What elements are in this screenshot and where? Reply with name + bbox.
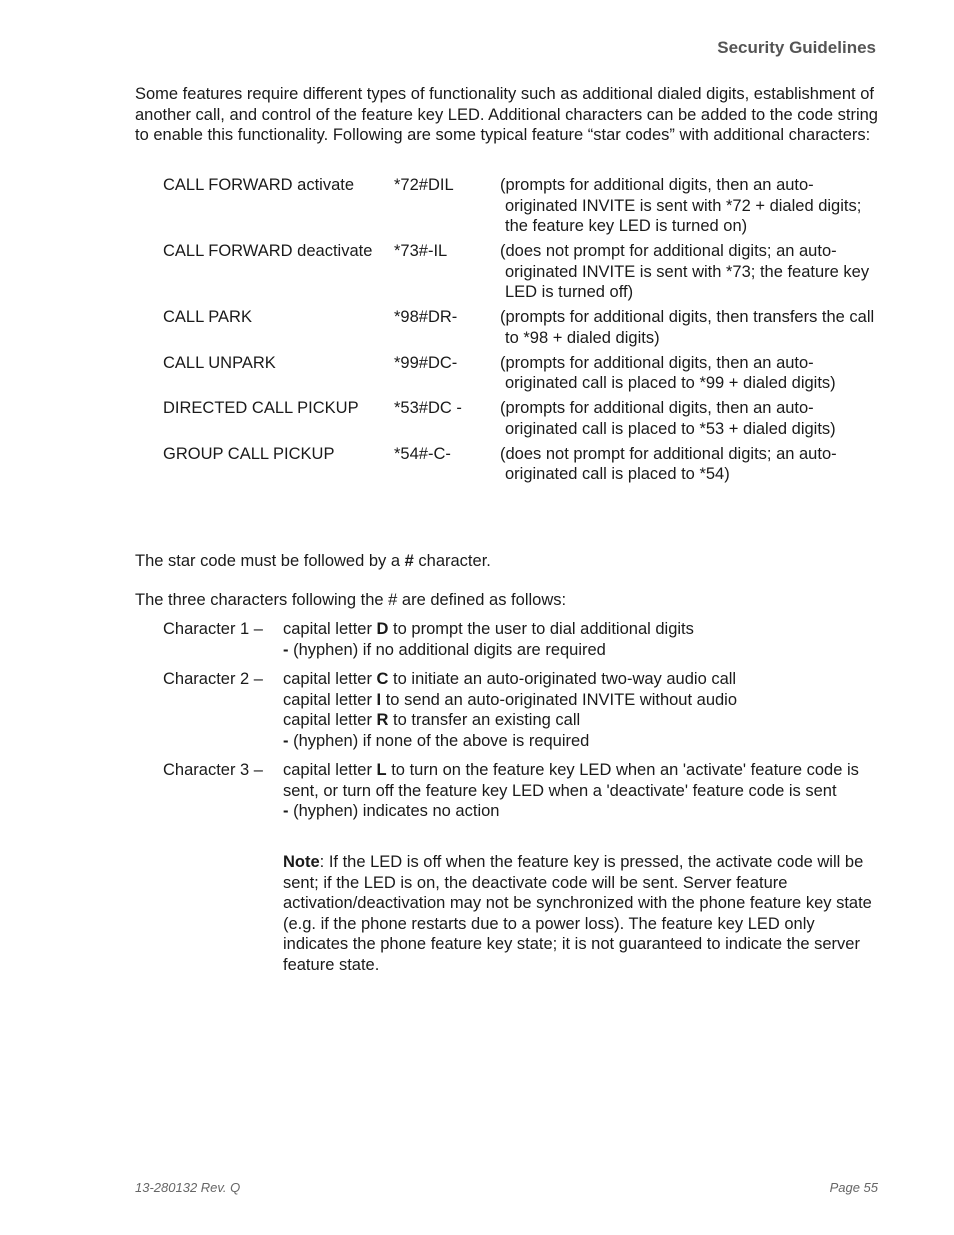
star-note-after: character. — [413, 552, 491, 570]
line-text: capital letter — [283, 620, 377, 638]
feature-description: (prompts for additional digits, then an auto-originated call is placed to *99 + dialed digits) — [500, 353, 836, 392]
line-text: capital letter — [283, 670, 377, 688]
line-letter: R — [376, 711, 389, 729]
star-code-row — [163, 175, 883, 237]
line-letter: - — [283, 640, 289, 659]
line-text: to turn on the feature key LED when an 'activate' feature code is sent, or turn off the feature key LED when a 'deactivate' feature code is sent — [283, 761, 859, 800]
line-text: (hyphen) if no additional digits are required — [288, 640, 606, 659]
intro-paragraph: Some features require different types of functionality such as additional dialed digits, establishment of another call, and control of the feature key LED. Additional characters can be added to the code string to enable this functionality. Following are some typical feature “star codes” with additional characters: — [135, 85, 878, 144]
star-note-before: The star code must be followed by a — [135, 552, 405, 570]
character-label: Character 3 – — [163, 761, 263, 779]
line-letter: D — [376, 620, 389, 638]
feature-description: (does not prompt for additional digits; an auto-originated call is placed to *54) — [500, 444, 837, 483]
character-lines — [283, 619, 883, 660]
star-code-row — [163, 398, 883, 439]
feature-code: *54#-C- — [394, 444, 451, 463]
star-code-row — [163, 241, 883, 303]
line-letter: I — [376, 690, 382, 709]
definition-line — [283, 619, 883, 640]
note-label: Note — [283, 853, 320, 871]
star-code-row — [163, 307, 883, 348]
line-letter: C — [376, 670, 389, 688]
feature-name: GROUP CALL PICKUP — [163, 444, 335, 463]
line-text: to transfer an existing call — [388, 711, 581, 729]
feature-description: (prompts for additional digits, then an auto-originated INVITE is sent with *72 + dialed digits; the feature key LED is turned on) — [500, 176, 862, 235]
hash-symbol: # — [404, 552, 414, 570]
feature-code: *99#DC- — [394, 353, 458, 372]
line-letter: - — [283, 731, 289, 750]
feature-description: (prompts for additional digits, then transfers the call to *98 + dialed digits) — [500, 308, 875, 347]
character-definition — [163, 760, 883, 822]
led-note — [283, 852, 873, 975]
character-definitions — [163, 619, 883, 831]
line-text: to prompt the user to dial additional digits — [388, 620, 694, 638]
character-definition — [163, 619, 883, 660]
character-lines — [283, 669, 883, 751]
feature-name: CALL UNPARK — [163, 353, 276, 372]
definition-line — [283, 731, 883, 752]
star-code-note — [135, 551, 880, 572]
definition-line — [283, 710, 883, 731]
line-text: capital letter — [283, 761, 377, 779]
line-text: (hyphen) indicates no action — [288, 802, 500, 820]
three-characters-intro: The three characters following the # are defined as follows: — [135, 591, 567, 609]
feature-name: CALL FORWARD deactivate — [163, 242, 373, 260]
line-text: capital letter — [283, 690, 377, 709]
definition-line — [283, 760, 883, 801]
character-definition — [163, 669, 883, 751]
line-text: capital letter — [283, 711, 377, 729]
feature-code: *98#DR- — [394, 308, 458, 326]
definition-line — [283, 690, 883, 711]
star-code-row — [163, 444, 883, 485]
note-text: : If the LED is off when the feature key is pressed, the activate code will be sent; if the LED is on, the deactivate code will be sent. Server feature activation/deactivation may not be synchronized with the phone feature key state (e.g. if the phone restarts due to a power loss). The feature key LED only indicates the phone feature key state; it is not guaranteed to indicate the server feature state. — [283, 853, 872, 974]
feature-code: *73#-IL — [394, 242, 448, 260]
definition-line — [283, 669, 883, 690]
section-title: Security Guidelines — [717, 38, 876, 57]
feature-description: (prompts for additional digits, then an auto-originated call is placed to *53 + dialed digits) — [500, 399, 836, 438]
definition-line — [283, 801, 883, 822]
page-number: Page 55 — [829, 1180, 878, 1195]
line-letter: - — [283, 802, 289, 820]
star-code-row — [163, 353, 883, 394]
definition-line — [283, 640, 883, 661]
star-codes-table — [163, 175, 883, 489]
feature-code: *72#DIL — [394, 176, 454, 194]
feature-name: DIRECTED CALL PICKUP — [163, 399, 359, 417]
line-text: (hyphen) if none of the above is required — [288, 731, 590, 750]
line-text: to send an auto-originated INVITE without audio — [381, 690, 738, 709]
character-label: Character 1 – — [163, 620, 263, 638]
document-number: 13-280132 Rev. Q — [135, 1180, 241, 1195]
feature-name: CALL PARK — [163, 308, 252, 326]
character-lines — [283, 760, 883, 822]
feature-description: (does not prompt for additional digits; an auto-originated INVITE is sent with *73; the feature key LED is turned off) — [500, 242, 870, 301]
feature-code: *53#DC - — [394, 399, 462, 417]
line-text: to initiate an auto-originated two-way audio call — [388, 670, 737, 688]
line-letter: L — [376, 761, 387, 779]
character-label: Character 2 – — [163, 670, 263, 688]
feature-name: CALL FORWARD activate — [163, 176, 355, 194]
